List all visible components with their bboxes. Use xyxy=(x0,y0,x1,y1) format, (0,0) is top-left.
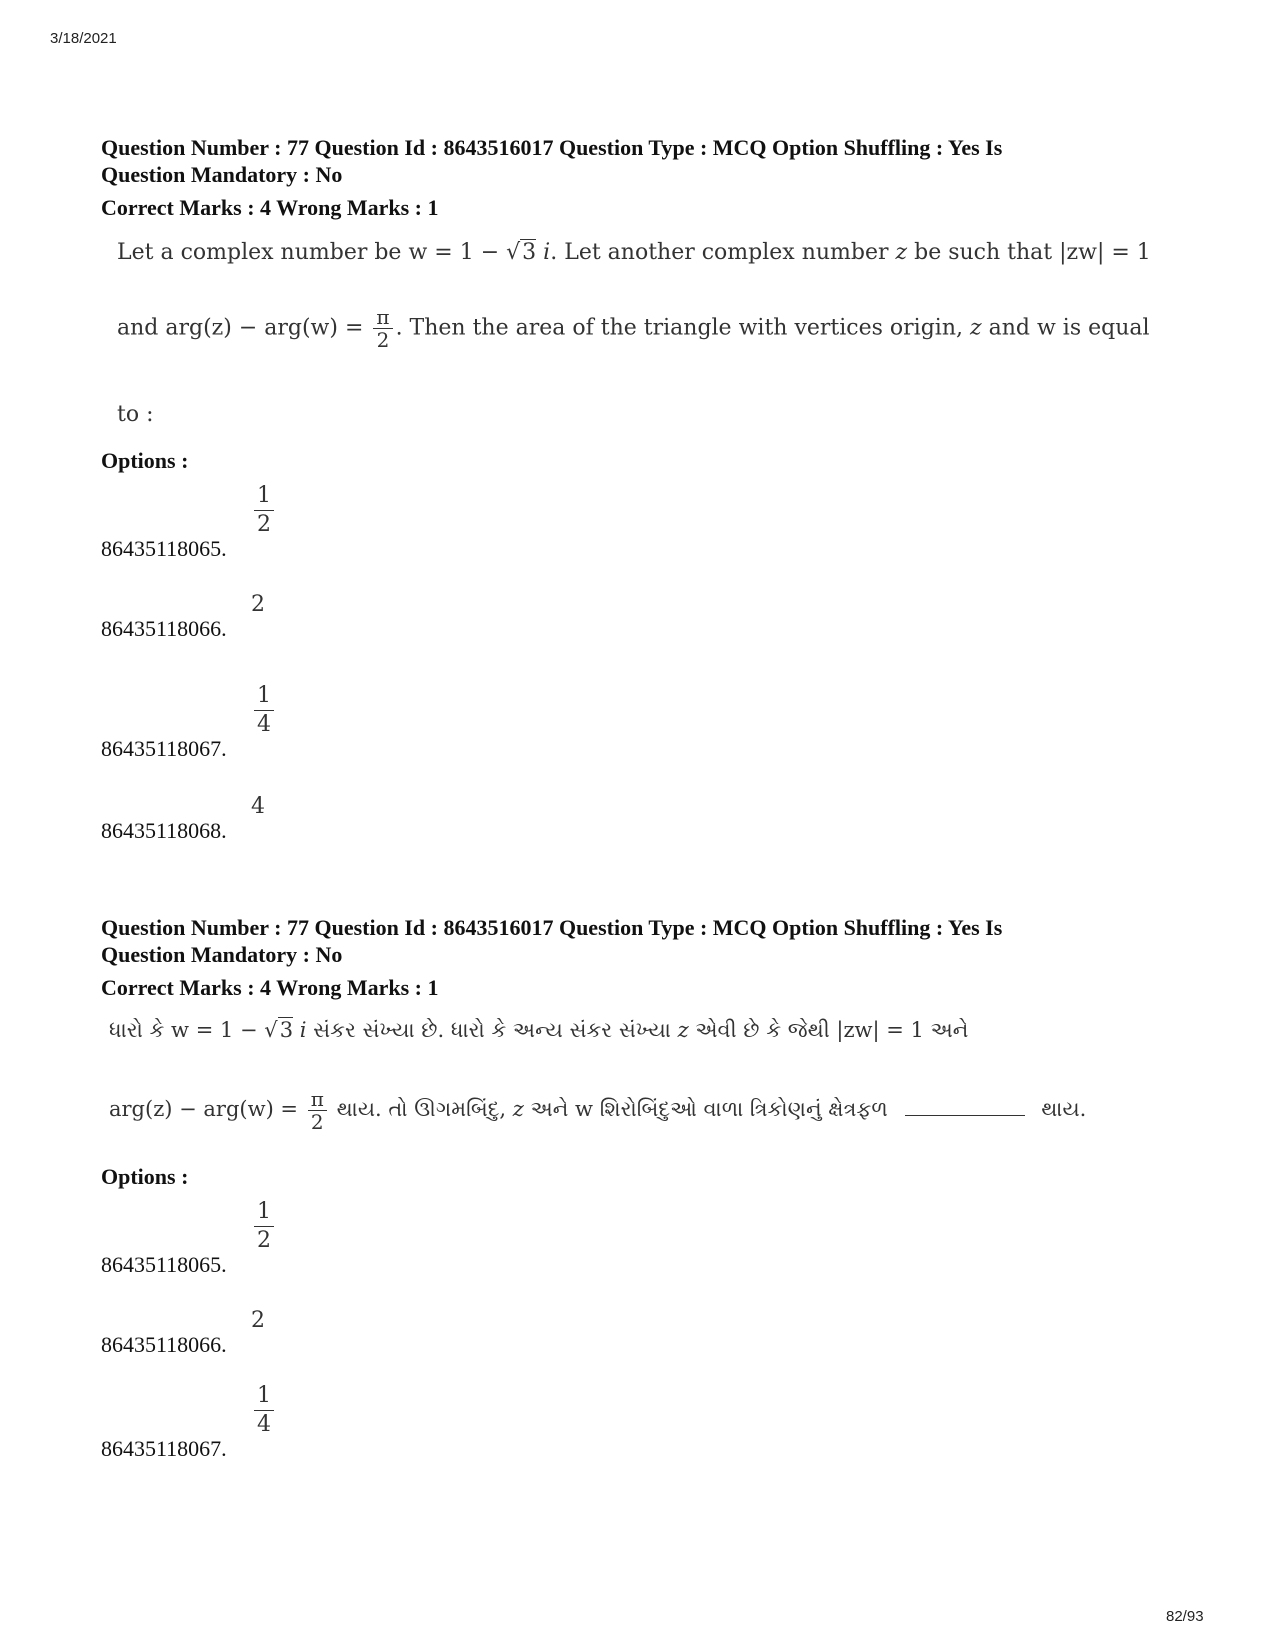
option-item xyxy=(101,482,501,562)
option-id: 86435118067. xyxy=(101,736,227,761)
fraction-denominator: 2 xyxy=(257,512,271,537)
fraction-numerator: 1 xyxy=(254,1198,274,1227)
fraction-denominator: 4 xyxy=(257,712,271,737)
option-value xyxy=(251,482,277,539)
answer-blank xyxy=(905,1115,1025,1116)
sqrt-radicand: 3 xyxy=(279,1018,294,1042)
text-fragment: to : xyxy=(117,402,154,427)
math-expr: |zw| = 1 xyxy=(1059,240,1151,265)
option-item xyxy=(101,682,501,762)
option-item xyxy=(101,1308,501,1358)
text-fragment: be such that xyxy=(914,240,1053,265)
option-id: 86435118068. xyxy=(101,818,227,843)
page-number: 82/93 xyxy=(1166,1608,1204,1625)
option-value xyxy=(251,1382,277,1439)
fraction-numerator: π xyxy=(373,306,392,329)
text-fragment: and w is equal xyxy=(988,315,1150,341)
question-meta-line1: Question Number : 77 Question Id : 8643516017 Question Type : MCQ Option Shuffling : Yes Is xyxy=(101,915,1003,940)
question-block: Question Number : 77 Question Id : 8643516017 Question Type : MCQ Option Shuffling : Yes Is Question Mandatory : No Correct Marks : 4 Wrong Marks : 1 Let a complex number be w = 1 − √3 i. Let another complex number z be such that |zw| = 1 and arg(z) − arg(w) = $\frac{\pi}{2}$ . Then the area of the triangle with vertices origin, z and w is equal to : Options : 86435118065. $\frac{1}{2}$ 86435118066. 2 86435118067. $\frac{1}{4}$ 86435118068. 4 xyxy=(101,134,1181,894)
option-value xyxy=(251,682,277,739)
fraction-numerator: 1 xyxy=(254,682,274,711)
marks-line: Correct Marks : 4 Wrong Marks : 1 xyxy=(101,975,439,1000)
math-expr: w = 1 − xyxy=(408,240,500,265)
math-expr: arg(z) − arg(w) = xyxy=(109,1097,299,1121)
question-meta xyxy=(101,134,1181,221)
math-var: z xyxy=(677,1018,689,1042)
fraction-denominator: 2 xyxy=(376,328,390,352)
option-id: 86435118066. xyxy=(101,616,227,641)
fraction-numerator: 1 xyxy=(254,1382,274,1411)
math-expr: and arg(z) − arg(w) = xyxy=(117,315,364,341)
question-meta-line1: Question Number : 77 Question Id : 8643516017 Question Type : MCQ Option Shuffling : Yes Is xyxy=(101,135,1003,160)
option-value xyxy=(251,1198,277,1255)
math-expr: w = 1 − xyxy=(171,1018,258,1042)
text-fragment: એવી છે કે જેથી xyxy=(695,1018,830,1042)
text-fragment: અને xyxy=(930,1018,969,1042)
question-meta-line2: Question Mandatory : No xyxy=(101,942,343,967)
math-var: z xyxy=(895,240,908,265)
text-fragment: . Then the area of the triangle with vertices origin, xyxy=(395,315,963,341)
option-id: 86435118066. xyxy=(101,1332,227,1357)
fraction-denominator: 4 xyxy=(257,1412,271,1437)
text-fragment: થાય. તો ઊગમબિંદુ, xyxy=(336,1097,507,1121)
option-value: 2 xyxy=(251,1308,265,1333)
option-id: 86435118065. xyxy=(101,1252,227,1277)
text-fragment: ધારો કે xyxy=(109,1018,165,1042)
math-var: z xyxy=(970,315,982,341)
question-meta-line2: Question Mandatory : No xyxy=(101,162,343,187)
option-id: 86435118065. xyxy=(101,536,227,561)
option-value: 4 xyxy=(251,794,265,819)
option-item xyxy=(101,1382,501,1462)
question-block: Question Number : 77 Question Id : 8643516017 Question Type : MCQ Option Shuffling : Yes Is Question Mandatory : No Correct Marks : 4 Wrong Marks : 1 ધારો કે w = 1 − √3 i સંકર સંખ્યા છે. ધારો કે અન્ય સંકર સંખ્યા z એવી છે કે જેથી |zw| = 1 અને arg(z) − arg(w) = $\frac{\pi}{2}$ થાય. તો ઊગમબિંદુ, z અને w શિરોબિંદુઓ વાળા ત્રિકોણનું ક્ષેત્રફળ થાય. Options : 86435118065. $\frac{1}{2}$ 86435118066. 2 86435118067. $\frac{1}{4}$ xyxy=(101,914,1181,1534)
text-fragment: . Let another complex number xyxy=(550,240,889,265)
math-var: i xyxy=(543,240,551,265)
fraction xyxy=(373,306,392,351)
math-expr: |zw| = 1 xyxy=(836,1018,924,1042)
math-var: z xyxy=(512,1097,524,1121)
sqrt-radicand: 3 xyxy=(522,240,537,265)
options-label: Options : xyxy=(101,448,189,473)
fraction-denominator: 2 xyxy=(310,1110,324,1134)
options-label: Options : xyxy=(101,1164,189,1189)
option-id: 86435118067. xyxy=(101,1436,227,1461)
print-date: 3/18/2021 xyxy=(50,30,117,47)
fraction-numerator: 1 xyxy=(254,482,274,511)
fraction-denominator: 2 xyxy=(257,1228,271,1253)
option-item xyxy=(101,1198,501,1278)
question-meta xyxy=(101,914,1181,1001)
option-value: 2 xyxy=(251,592,265,617)
math-var: i xyxy=(299,1018,307,1042)
text-fragment: અને w શિરોબિંદુઓ વાળા ત્રિકોણનું ક્ષેત્રફળ xyxy=(530,1097,888,1121)
text-fragment: સંકર સંખ્યા છે. ધારો કે અન્ય સંકર સંખ્યા xyxy=(313,1018,671,1042)
marks-line: Correct Marks : 4 Wrong Marks : 1 xyxy=(101,195,439,220)
fraction xyxy=(308,1088,327,1133)
option-item xyxy=(101,794,501,844)
text-fragment: થાય. xyxy=(1041,1097,1087,1121)
text-fragment: Let a complex number be xyxy=(117,240,402,265)
option-item xyxy=(101,592,501,642)
fraction-numerator: π xyxy=(308,1088,327,1111)
